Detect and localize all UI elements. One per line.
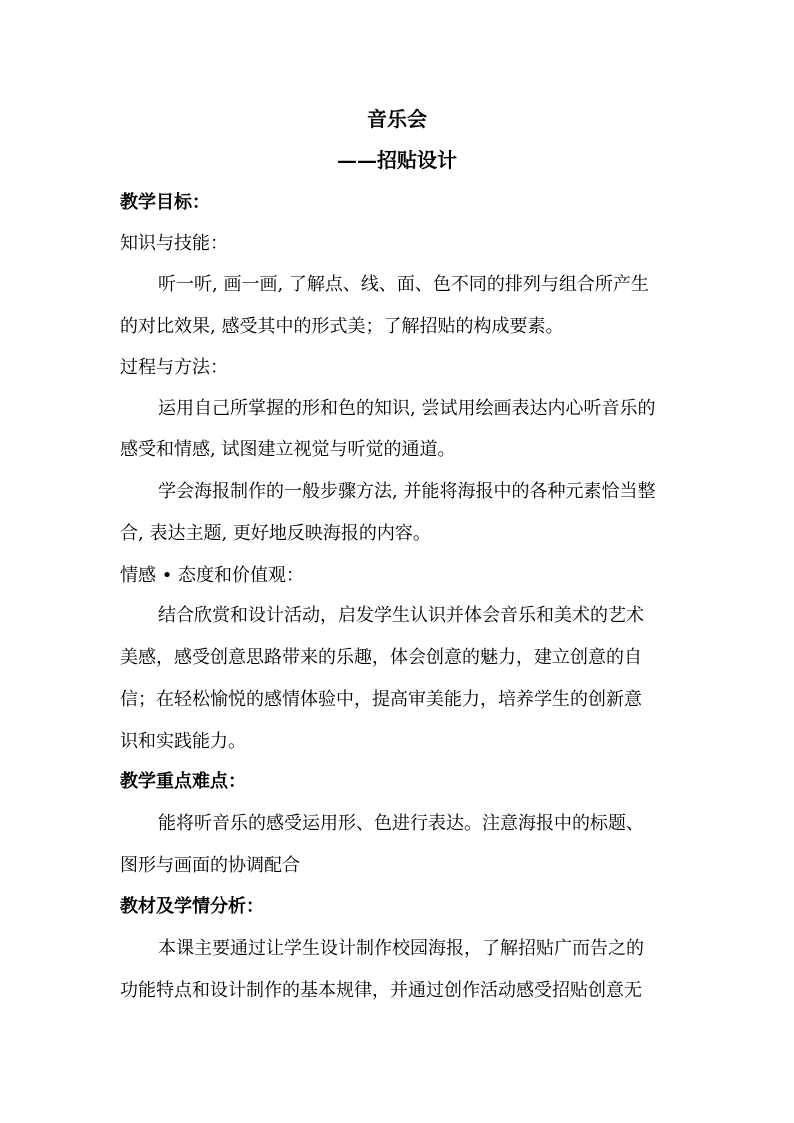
paragraph-line: 功能特点和设计制作的基本规律，并通过创作活动感受招贴创意无 — [120, 980, 642, 1001]
paragraph-line: 图形与画面的协调配合 — [120, 855, 300, 876]
section-heading-objectives: 教学目标： — [120, 192, 210, 213]
paragraph-line: 运用自己所掌握的形和色的知识, 尝试用绘画表达内心听音乐的 — [158, 398, 656, 419]
document-title: 音乐会 — [367, 107, 427, 131]
paragraph-line: 结合欣赏和设计活动，启发学生认识并体会音乐和美术的艺术 — [158, 605, 644, 626]
paragraph-line: 的对比效果, 感受其中的形式美；了解招贴的构成要素。 — [120, 316, 564, 337]
paragraph-line: 能将听音乐的感受运用形、色进行表达。注意海报中的标题、 — [158, 813, 644, 834]
section-heading-analysis: 教材及学情分析： — [120, 896, 264, 917]
paragraph-line: 听一听, 画一画, 了解点、线、面、色不同的排列与组合所产生 — [158, 274, 649, 295]
paragraph-line: 感受和情感, 试图建立视觉与听觉的通道。 — [120, 439, 456, 460]
paragraph-line: 美感，感受创意思路带来的乐趣，体会创意的魅力，建立创意的自 — [120, 647, 642, 668]
paragraph-line: 本课主要通过让学生设计制作校园海报，了解招贴广而告之的 — [158, 938, 644, 959]
section-heading-knowledge: 知识与技能： — [120, 233, 228, 254]
paragraph-line: 信；在轻松愉悦的感情体验中，提高审美能力，培养学生的创新意 — [120, 689, 642, 710]
paragraph-line: 合, 表达主题, 更好地反映海报的内容。 — [120, 523, 431, 544]
section-heading-process: 过程与方法： — [120, 357, 228, 378]
paragraph-line: 识和实践能力。 — [120, 731, 246, 752]
section-heading-key-points: 教学重点难点： — [120, 771, 246, 792]
section-heading-emotion: 情感 • 态度和价值观： — [120, 565, 305, 586]
paragraph-line: 学会海报制作的一般步骤方法, 并能将海报中的各种元素恰当整 — [158, 481, 656, 502]
document-subtitle: ——招贴设计 — [337, 148, 457, 172]
